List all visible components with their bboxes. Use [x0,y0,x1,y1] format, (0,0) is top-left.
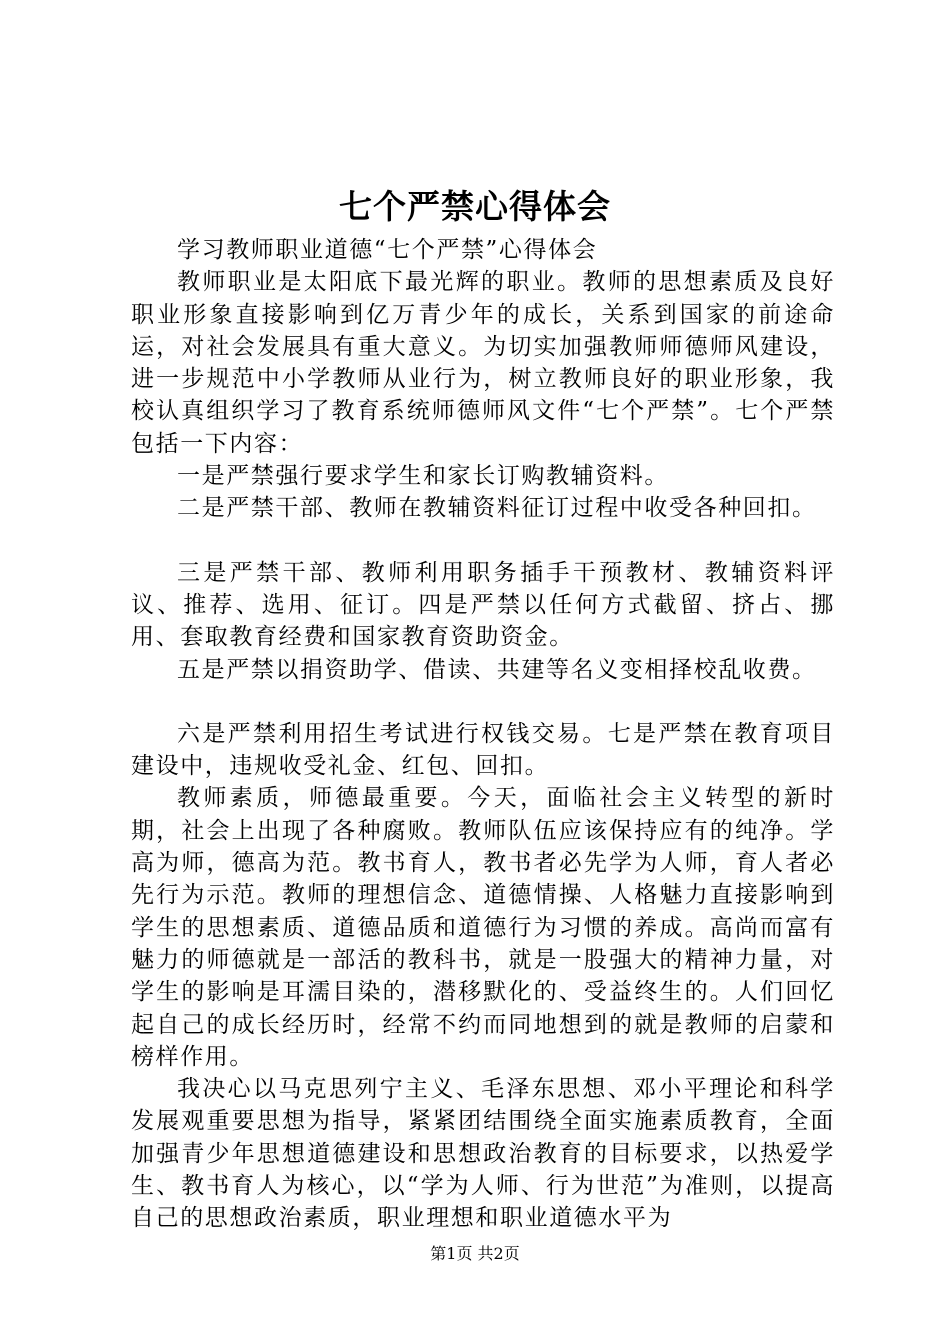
paragraph-teacher-ethics: 教师素质，师德最重要。今天，面临社会主义转型的新时期，社会上出现了各种腐败。教师队伍应该保持应有的纯净。学高为师，德高为范。教书育人，教书者必先学为人师，育人者必先行为示范。教师的理想信念、道德情操、人格魅力直接影响到学生的思想素质、道德品质和道德行为习惯的养成。高尚而富有魅力的师德就是一部活的教科书，就是一股强大的精神力量，对学生的影响是耳濡目染的，潜移默化的、受益终生的。人们回忆起自己的成长经历时，经常不约而同地想到的就是教师的启蒙和榜样作用。 [131,785,835,1070]
document-title: 七个严禁心得体会 [339,187,611,226]
paragraph-rule-1: 一是严禁强行要求学生和家长订购教辅资料。 [177,463,669,490]
paragraph-intro: 教师职业是太阳底下最光辉的职业。教师的思想素质及良好职业形象直接影响到亿万青少年的成长，关系到国家的前途命运，对社会发展具有重大意义。为切实加强教师师德师风建设，进一步规范中小学教师从业行为，树立教师良好的职业形象，我校认真组织学习了教育系统师德师风文件“七个严禁”。七个严禁包括一下内容： [131,269,835,457]
paragraph-rule-2: 二是严禁干部、教师在教辅资料征订过程中收受各种回扣。 [177,495,817,522]
paragraph-rule-6-7: 六是严禁利用招生考试进行权钱交易。七是严禁在教育项目建设中，违规收受礼金、红包、回扣。 [131,720,835,780]
paragraph-resolution: 我决心以马克思列宁主义、毛泽东思想、邓小平理论和科学发展观重要思想为指导，紧紧团结围绕全面实施素质教育，全面加强青少年思想道德建设和思想政治教育的目标要求，以热爱学生、教书育人为核心，以“学为人师、行为世范”为准则，以提高自己的思想政治素质，职业理想和职业道德水平为 [131,1076,835,1232]
page-number: 第1页 共2页 [430,1244,520,1263]
paragraph-rule-5: 五是严禁以捐资助学、借读、共建等名义变相择校乱收费。 [177,656,817,683]
document-body [131,234,835,1235]
paragraph-subtitle: 学习教师职业道德“七个严禁”心得体会 [177,237,598,263]
paragraph-rule-3-4: 三是严禁干部、教师利用职务插手干预教材、教辅资料评议、推荐、选用、征订。四是严禁以任何方式截留、挤占、挪用、套取教育经费和国家教育资助资金。 [131,559,835,651]
